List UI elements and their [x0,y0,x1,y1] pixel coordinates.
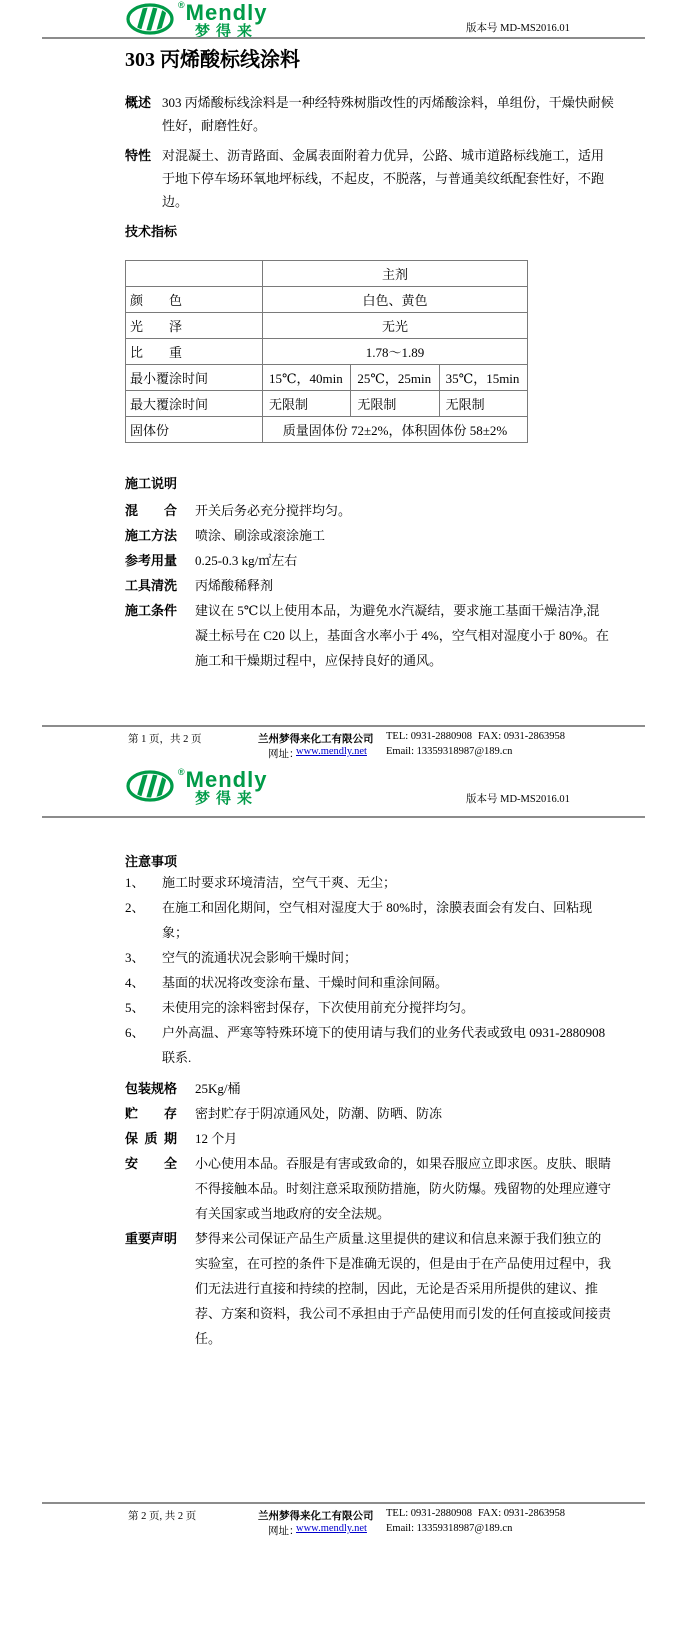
min-recoat-15c: 15℃，40min [263,365,351,391]
density-value: 1.78～1.89 [263,339,528,365]
min-recoat-35c: 35℃，15min [439,365,527,391]
features-text: 对混凝土、沥青路面、金属表面附着力优异，公路、城市道路标线施工，适用于地下停车场环氧地坪标线，不起皮，不脱落，与普通美纹纸配套性好，不跑边。 [162,148,605,209]
safety-label: 安全 [125,1156,177,1171]
company-tel: TEL: 0931-2880908 [386,731,473,742]
item-text: 基面的状况将改变涂布量、干燥时间和重涂间隔。 [162,975,449,990]
method-row [125,523,612,548]
safety-row [125,1151,612,1226]
company-name: 兰州梦得来化工有限公司 [258,1511,374,1522]
method-label: 施工方法 [125,528,178,543]
shelf-life-row [125,1126,612,1151]
storage-text: 密封贮存于阴凉通风处，防潮、防晒、防冻 [195,1106,443,1121]
packaging-row [125,1076,612,1101]
list-item [125,870,614,895]
max-recoat-15c: 无限制 [263,391,351,417]
table-row [126,313,528,339]
max-recoat-25c: 无限制 [351,391,439,417]
max-recoat-35c: 无限制 [439,391,527,417]
brand-name-chinese: 梦得来 [195,791,259,807]
disclaimer-text: 梦得来公司保证产品生产质量.这里提供的建议和信息来源于我们独立的实验室，在可控的条件下是准确无误的，但是由于在产品使用过程中，我们无法进行直接和持续的控制，因此，无论是否采用所提供的建议、推荐、方案和资料，我公司不承担由于产品使用而引发的任何直接或间接责任。 [195,1231,612,1346]
gloss-value: 无光 [263,313,528,339]
specs-table [125,260,528,443]
mixing-row [125,498,612,523]
usage-label: 参考用量 [125,553,178,568]
company-fax: FAX: 0931-2863958 [478,731,566,742]
storage-label: 贮存 [125,1106,177,1121]
website-label: 网址： [268,749,300,760]
cleaning-row [125,573,612,598]
packaging-label: 包装规格 [125,1081,178,1096]
list-item [125,970,614,995]
application-rows [125,498,612,673]
company-tel: TEL: 0931-2880908 [386,1508,473,1519]
solids-value: 质量固体份 72±2%，体积固体份 58±2% [263,417,528,443]
item-number: 6、 [125,1025,145,1040]
shelf-life-label: 保质期 [125,1131,177,1146]
item-text: 在施工和固化期间，空气相对湿度大于 80%时，涂膜表面会有发白、回粘现象； [162,900,593,940]
page2-number: 第 2 页, 共 2 页 [128,1511,197,1522]
safety-text: 小心使用本品。吞服是有害或致命的，如果吞服应立即求医。皮肤、眼睛不得接触本品。时刻注意采取预防措施，防火防爆。残留物的处理应遵守有关国家或当地政府的安全法规。 [195,1156,612,1221]
min-recoat-label: 最小覆涂时间 [126,365,263,391]
item-number: 5、 [125,1000,145,1015]
conditions-label: 施工条件 [125,603,178,618]
min-recoat-25c: 25℃，25min [351,365,439,391]
item-number: 4、 [125,975,145,990]
item-number: 2、 [125,900,145,915]
application-heading: 施工说明 [125,476,178,491]
table-row [126,339,528,365]
usage-row [125,548,612,573]
disclaimer-row [125,1226,612,1351]
brand-name: Mendly [185,0,268,25]
storage-rows [125,1076,612,1351]
registered-mark: ® [178,0,185,10]
conditions-row [125,598,612,673]
item-number: 3、 [125,950,145,965]
table-row [126,261,528,287]
list-item [125,995,614,1020]
color-value: 白色、黄色 [263,287,528,313]
item-text: 施工时要求环境清洁，空气干爽、无尘； [162,875,397,890]
corner-cell [126,261,263,287]
list-item [125,895,614,945]
brand-name-chinese: 梦得来 [195,24,259,40]
page1-number: 第 1 页，共 2 页 [128,734,202,745]
features-section [125,144,614,213]
table-row [126,365,528,391]
max-recoat-label: 最大覆涂时间 [126,391,263,417]
cleaning-label: 工具清洗 [125,578,178,593]
specs-heading: 技术指标 [125,224,178,239]
brand-name: Mendly [185,767,268,792]
conditions-text: 建议在 5℃以上使用本品，为避免水汽凝结，要求施工基面干燥洁净,混凝土标号在 C20 以上，基面含水率小于 4%，空气相对湿度小于 80%。在施工和干燥期过程中，应保持良好的通风。 [195,603,609,668]
page1-footer [42,725,645,759]
version-label: 版本号 MD-MS2016.01 [466,794,570,805]
shelf-life-text: 12 个月 [195,1131,238,1146]
page-title: 303 丙烯酸标线涂料 [125,49,300,71]
notes-list [125,870,614,1070]
header-rule [42,37,645,39]
website-link[interactable]: www.mendly.net [296,746,367,757]
page2-footer [42,1502,645,1536]
header-rule [42,816,645,818]
table-row [126,287,528,313]
features-label: 特性 [125,148,152,163]
disclaimer-label: 重要声明 [125,1231,178,1246]
item-text: 未使用完的涂料密封保存，下次使用前充分搅拌均匀。 [162,1000,475,1015]
item-text: 户外高温、严寒等特殊环境下的使用请与我们的业务代表或致电 0931-2880908 联系. [162,1025,606,1065]
mixing-text: 开关后务必充分搅拌均匀。 [195,503,352,518]
website-label: 网址： [268,1526,300,1537]
company-email: Email: 13359318987@189.cn [386,1523,513,1534]
mixing-label: 混合 [125,503,177,518]
mendly-emblem-icon [125,2,177,36]
list-item [125,945,614,970]
mendly-emblem-icon [125,769,177,803]
list-item [125,1020,614,1070]
company-name: 兰州梦得来化工有限公司 [258,734,374,745]
main-agent-header: 主剂 [263,261,528,287]
registered-mark: ® [178,767,185,777]
overview-text: 303 丙烯酸标线涂料是一种经特殊树脂改性的丙烯酸涂料，单组份，干燥快耐候性好，耐磨性好。 [162,95,614,133]
overview-label: 概述 [125,95,152,110]
notes-heading: 注意事项 [125,854,178,869]
table-row [126,391,528,417]
usage-text: 0.25-0.3 kg/㎡左右 [195,553,298,568]
gloss-label: 光泽 [130,319,182,334]
storage-row [125,1101,612,1126]
website-link[interactable]: www.mendly.net [296,1523,367,1534]
mendly-logo [125,769,267,807]
mendly-logo [125,2,267,40]
overview-section [125,91,614,137]
color-label: 颜色 [130,293,182,308]
item-text: 空气的流通状况会影响干燥时间； [162,950,358,965]
version-label: 版本号 MD-MS2016.01 [466,23,570,34]
solids-label: 固体份 [126,417,263,443]
company-email: Email: 13359318987@189.cn [386,746,513,757]
item-number: 1、 [125,875,145,890]
table-row [126,417,528,443]
company-fax: FAX: 0931-2863958 [478,1508,566,1519]
method-text: 喷涂、刷涂或滚涂施工 [195,528,326,543]
density-label: 比重 [130,345,182,360]
cleaning-text: 丙烯酸稀释剂 [195,578,274,593]
packaging-text: 25Kg/桶 [195,1081,241,1096]
